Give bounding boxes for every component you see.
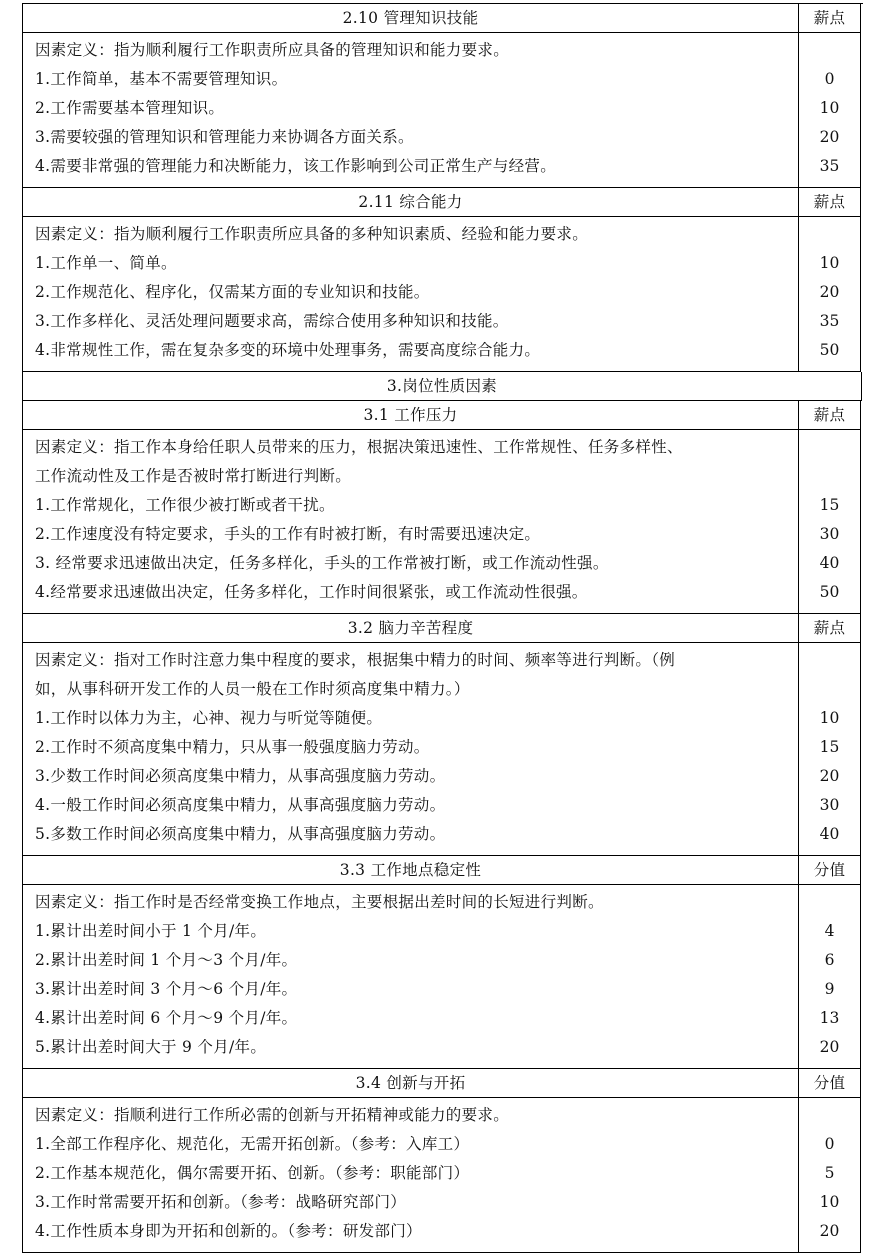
level-value: 4 xyxy=(824,922,835,940)
factor-header-row xyxy=(23,1069,863,1098)
level-value: 10 xyxy=(819,1193,840,1211)
definition-line: 因素定义：指工作时是否经常变换工作地点，主要根据出差时间的长短进行判断。 xyxy=(35,893,604,911)
level-item: 1.工作单一、简单。 xyxy=(35,254,177,272)
level-value: 20 xyxy=(819,1038,840,1056)
factor-values xyxy=(799,217,861,372)
level-value: 13 xyxy=(819,1009,840,1027)
level-value: 40 xyxy=(819,825,840,843)
level-value: 15 xyxy=(819,496,840,514)
level-item: 3.工作多样化、灵活处理问题要求高，需综合使用多种知识和技能。 xyxy=(35,312,509,330)
factor-body-row xyxy=(23,33,863,188)
factor-body-row xyxy=(23,217,863,372)
level-value: 50 xyxy=(819,583,840,601)
factor-header-row xyxy=(23,401,863,430)
level-item: 5.累计出差时间大于 9 个月/年。 xyxy=(35,1038,267,1056)
level-item: 2.累计出差时间 1 个月～3 个月/年。 xyxy=(35,951,298,969)
definition-line: 因素定义：指为顺利履行工作职责所应具备的多种知识素质、经验和能力要求。 xyxy=(35,225,589,243)
level-value: 50 xyxy=(819,341,840,359)
level-value: 10 xyxy=(819,99,840,117)
factor-body-row xyxy=(23,643,863,856)
unit-label: 分值 xyxy=(799,856,861,885)
factor-description xyxy=(23,33,799,188)
level-item: 4.一般工作时间必须高度集中精力，从事高强度脑力劳动。 xyxy=(35,796,446,814)
level-value: 6 xyxy=(824,951,835,969)
level-item: 3.少数工作时间必须高度集中精力，从事高强度脑力劳动。 xyxy=(35,767,446,785)
level-item: 1.全部工作程序化、规范化，无需开拓创新。（参考：入库工） xyxy=(35,1135,470,1153)
factor-title: 3.1 工作压力 xyxy=(23,401,799,430)
factor-description xyxy=(23,1098,799,1253)
level-item: 3.需要较强的管理知识和管理能力来协调各方面关系。 xyxy=(35,128,414,146)
level-item: 4.经常要求迅速做出决定，任务多样化，工作时间很紧张，或工作流动性很强。 xyxy=(35,583,588,601)
factor-title: 3.4 创新与开拓 xyxy=(23,1069,799,1098)
factor-title: 2.11 综合能力 xyxy=(23,188,799,217)
level-item: 2.工作时不须高度集中精力，只从事一般强度脑力劳动。 xyxy=(35,738,430,756)
level-item: 1.工作简单，基本不需要管理知识。 xyxy=(35,70,288,88)
unit-label: 薪点 xyxy=(799,188,861,217)
factor-values xyxy=(799,885,861,1069)
unit-label: 薪点 xyxy=(799,614,861,643)
definition-line: 因素定义：指顺利进行工作所必需的创新与开拓精神或能力的要求。 xyxy=(35,1106,510,1124)
level-item: 3. 经常要求迅速做出决定，任务多样化，手头的工作常被打断，或工作流动性强。 xyxy=(35,554,609,572)
group-title: 3.岗位性质因素 xyxy=(23,372,862,401)
factor-title: 3.2 脑力辛苦程度 xyxy=(23,614,799,643)
level-value: 40 xyxy=(819,554,840,572)
level-item: 4.非常规性工作，需在复杂多变的环境中处理事务，需要高度综合能力。 xyxy=(35,341,541,359)
level-item: 4.需要非常强的管理能力和决断能力，该工作影响到公司正常生产与经营。 xyxy=(35,157,556,175)
factor-description xyxy=(23,643,799,856)
factor-body-row xyxy=(23,1098,863,1253)
level-item: 2.工作规范化、程序化，仅需某方面的专业知识和技能。 xyxy=(35,283,430,301)
definition-line: 因素定义：指为顺利履行工作职责所应具备的管理知识和能力要求。 xyxy=(35,41,510,59)
level-item: 5.多数工作时间必须高度集中精力，从事高强度脑力劳动。 xyxy=(35,825,446,843)
level-value: 0 xyxy=(824,1135,835,1153)
factor-values xyxy=(799,33,861,188)
level-item: 3.累计出差时间 3 个月～6 个月/年。 xyxy=(35,980,298,998)
level-value: 20 xyxy=(819,283,840,301)
unit-label: 薪点 xyxy=(799,401,861,430)
unit-label: 薪点 xyxy=(799,4,861,33)
level-value: 20 xyxy=(819,767,840,785)
level-item: 2.工作需要基本管理知识。 xyxy=(35,99,225,117)
factor-values xyxy=(799,430,861,614)
level-item: 1.累计出差时间小于 1 个月/年。 xyxy=(35,922,267,940)
definition-line: 如，从事科研开发工作的人员一般在工作时须高度集中精力。） xyxy=(35,680,470,698)
factor-body-row xyxy=(23,430,863,614)
level-item: 3.工作时常需要开拓和创新。（参考：战略研究部门） xyxy=(35,1193,407,1211)
level-item: 4.累计出差时间 6 个月～9 个月/年。 xyxy=(35,1009,298,1027)
level-value: 30 xyxy=(819,525,840,543)
level-item: 2.工作速度没有特定要求，手头的工作有时被打断，有时需要迅速决定。 xyxy=(35,525,541,543)
factor-header-row xyxy=(23,614,863,643)
factor-description xyxy=(23,885,799,1069)
factor-description xyxy=(23,217,799,372)
factor-body-row xyxy=(23,885,863,1069)
factor-description xyxy=(23,430,799,614)
definition-line: 因素定义：指对工作时注意力集中程度的要求，根据集中精力的时间、频率等进行判断。（例 xyxy=(35,651,676,669)
level-value: 35 xyxy=(819,157,840,175)
factor-header-row xyxy=(23,4,863,33)
factor-values xyxy=(799,643,861,856)
factor-values xyxy=(799,1098,861,1253)
level-value: 20 xyxy=(819,1222,840,1240)
level-value: 10 xyxy=(819,254,840,272)
factor-header-row xyxy=(23,856,863,885)
level-value: 0 xyxy=(824,70,835,88)
level-item: 1.工作常规化，工作很少被打断或者干扰。 xyxy=(35,496,335,514)
level-value: 9 xyxy=(824,980,835,998)
level-item: 1.工作时以体力为主，心神、视力与听觉等随便。 xyxy=(35,709,383,727)
factor-title: 3.3 工作地点稳定性 xyxy=(23,856,799,885)
level-value: 15 xyxy=(819,738,840,756)
level-value: 5 xyxy=(824,1164,835,1182)
definition-line: 因素定义：指工作本身给任职人员带来的压力，根据决策迅速性、工作常规性、任务多样性、 xyxy=(35,438,683,456)
factor-table xyxy=(22,3,863,1253)
level-value: 10 xyxy=(819,709,840,727)
level-value: 35 xyxy=(819,312,840,330)
definition-line: 工作流动性及工作是否被时常打断进行判断。 xyxy=(35,467,352,485)
level-value: 20 xyxy=(819,128,840,146)
level-item: 2.工作基本规范化，偶尔需要开拓、创新。（参考：职能部门） xyxy=(35,1164,470,1182)
factor-header-row xyxy=(23,188,863,217)
level-item: 4.工作性质本身即为开拓和创新的。（参考：研发部门） xyxy=(35,1222,422,1240)
level-value: 30 xyxy=(819,796,840,814)
factor-title: 2.10 管理知识技能 xyxy=(23,4,799,33)
unit-label: 分值 xyxy=(799,1069,861,1098)
